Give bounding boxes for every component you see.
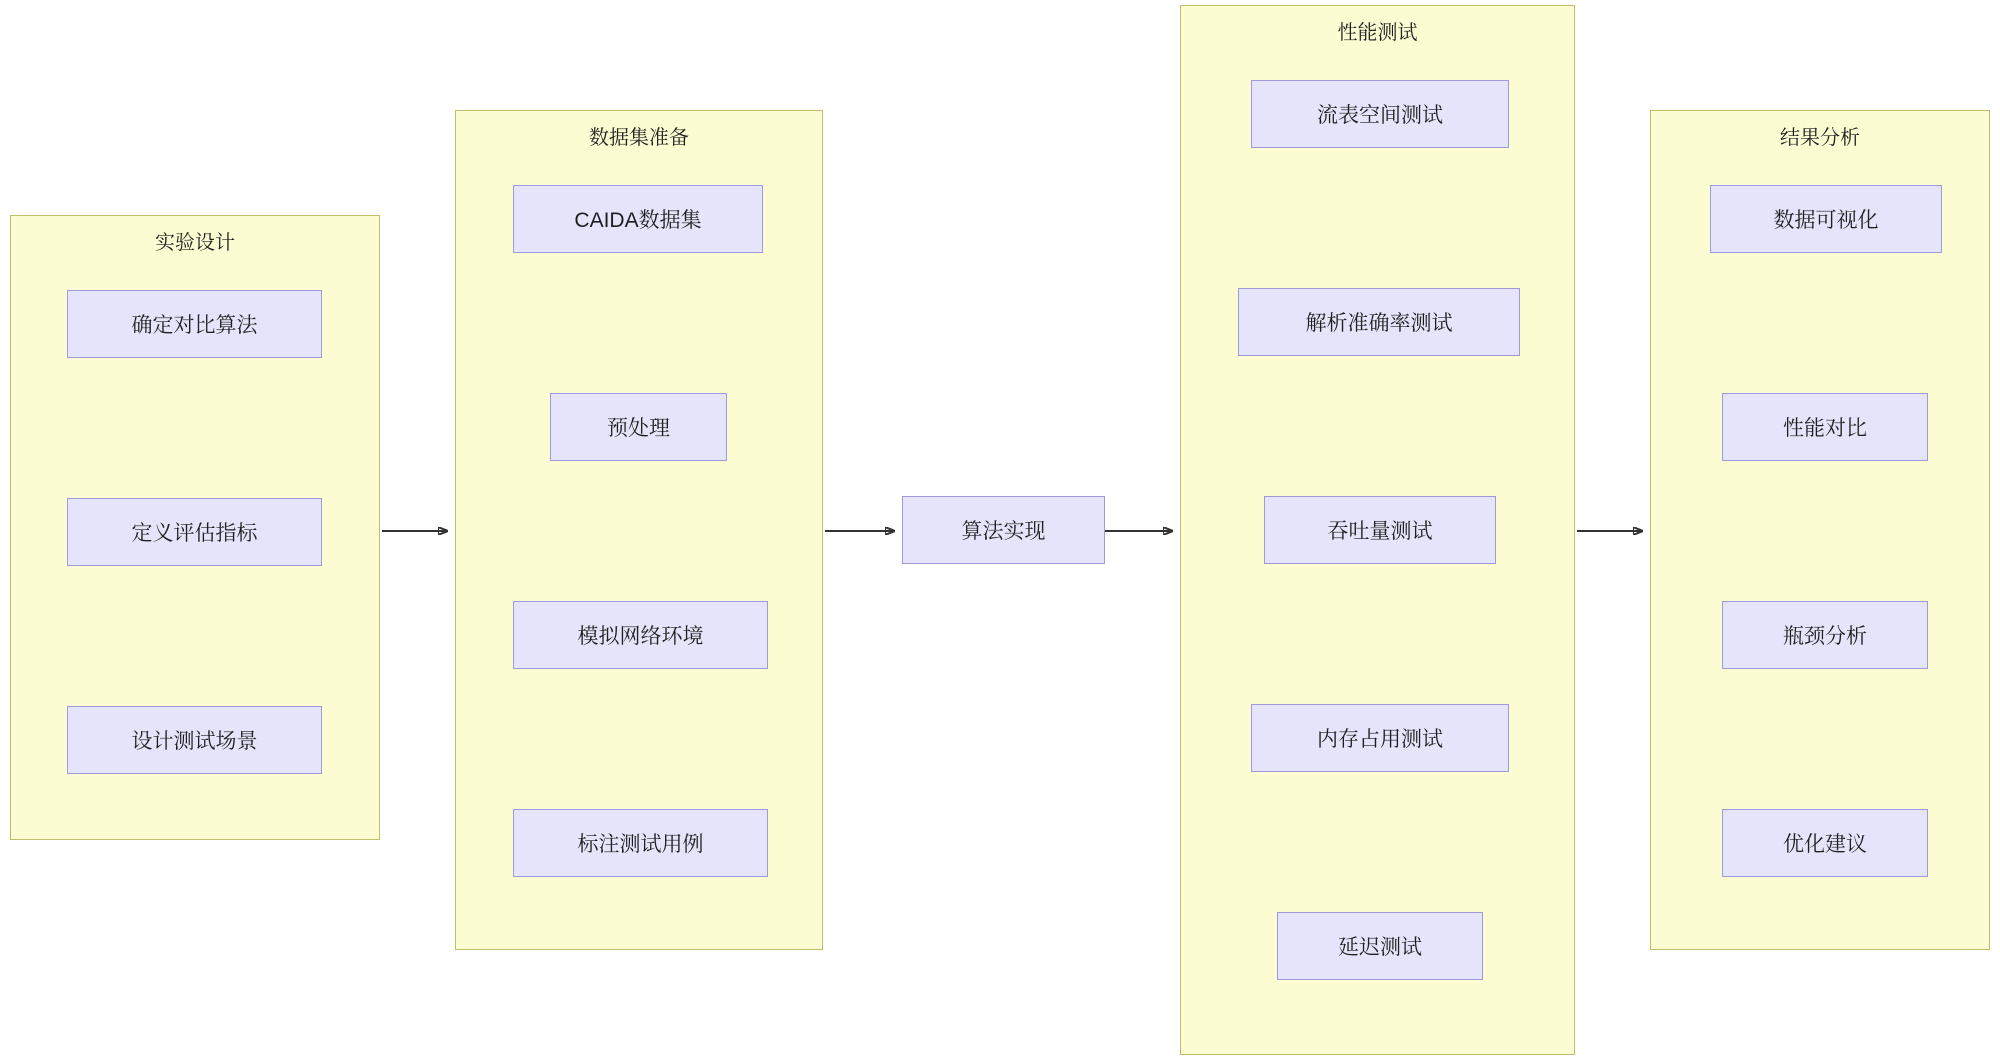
node-optimization-suggestions[interactable] — [1722, 809, 1928, 877]
node-throughput-test[interactable] — [1264, 496, 1496, 564]
cluster-label-dataset-preparation: 数据集准备 — [589, 127, 689, 149]
node-label: 定义评估指标 — [131, 522, 258, 545]
node-label: 模拟网络环境 — [577, 625, 704, 648]
node-label: 确定对比算法 — [131, 314, 258, 337]
node-simulate-network-environment[interactable] — [513, 601, 768, 669]
node-design-test-scenarios[interactable] — [67, 706, 322, 774]
node-annotate-test-cases[interactable] — [513, 809, 768, 877]
node-label: 标注测试用例 — [577, 833, 704, 856]
node-label: 延迟测试 — [1338, 936, 1422, 959]
node-flow-table-space-test[interactable] — [1251, 80, 1509, 148]
node-bottleneck-analysis[interactable] — [1722, 601, 1928, 669]
node-caida-dataset[interactable] — [513, 185, 763, 253]
node-label: 算法实现 — [961, 520, 1046, 543]
node-data-visualization[interactable] — [1710, 185, 1942, 253]
node-performance-comparison[interactable] — [1722, 393, 1928, 461]
node-label: 瓶颈分析 — [1783, 625, 1867, 648]
node-label: 吞吐量测试 — [1327, 520, 1433, 543]
node-label: 解析准确率测试 — [1305, 312, 1453, 335]
node-preprocessing[interactable] — [550, 393, 727, 461]
node-label: 预处理 — [607, 417, 670, 440]
node-label: 设计测试场景 — [131, 730, 258, 753]
node-memory-usage-test[interactable] — [1251, 704, 1509, 772]
node-label: 性能对比 — [1783, 417, 1867, 440]
node-latency-test[interactable] — [1277, 912, 1483, 980]
node-determine-comparison-algorithm[interactable] — [67, 290, 322, 358]
node-label: 流表空间测试 — [1317, 104, 1443, 127]
node-algorithm-implementation[interactable] — [902, 496, 1105, 564]
node-parsing-accuracy-test[interactable] — [1238, 288, 1520, 356]
cluster-label-result-analysis: 结果分析 — [1780, 127, 1860, 149]
node-label: 优化建议 — [1783, 833, 1867, 856]
node-label: CAIDA数据集 — [574, 209, 702, 232]
cluster-label-performance-testing: 性能测试 — [1337, 22, 1418, 44]
cluster-label-experiment-design: 实验设计 — [155, 232, 235, 254]
node-define-evaluation-metrics[interactable] — [67, 498, 322, 566]
node-label: 数据可视化 — [1773, 209, 1879, 232]
node-label: 内存占用测试 — [1317, 728, 1443, 751]
